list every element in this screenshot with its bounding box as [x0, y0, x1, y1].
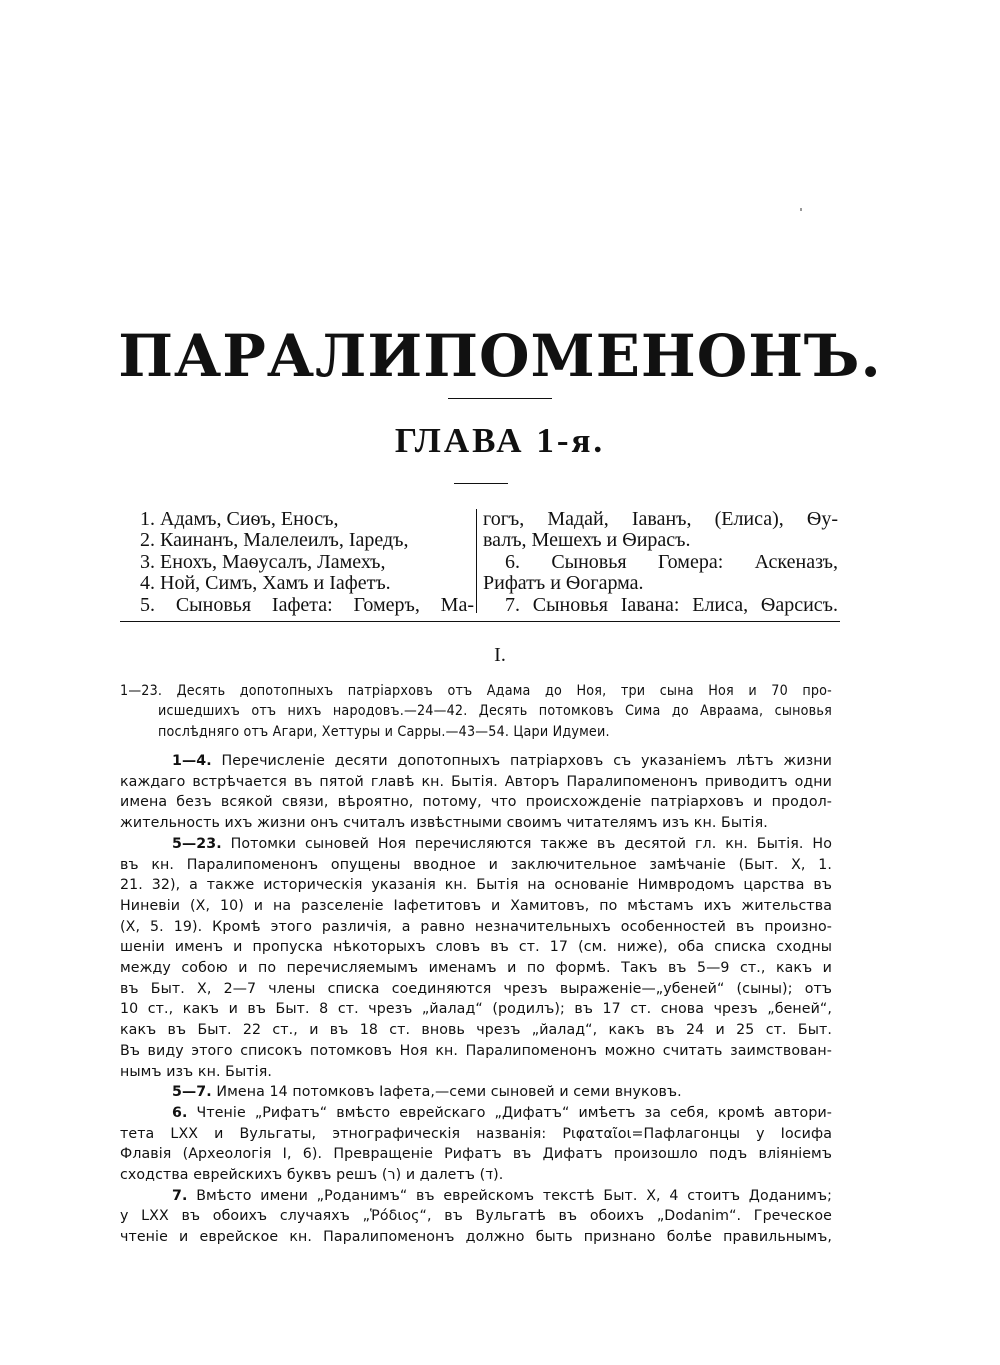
- commentary-line: каждаго встрѣчается въ пятой главѣ кн. Бытія. Авторъ Паралипоменонъ приводитъ одни: [120, 773, 832, 790]
- scan-speck: [800, 208, 802, 211]
- commentary-line: сходства еврейскихъ буквъ решъ (ר) и далетъ (ד).: [120, 1167, 504, 1184]
- commentary-line: чтеніе и еврейское кн. Паралипоменонъ должно быть признано болѣе правильнымъ,: [120, 1229, 832, 1246]
- commentary-line: нымъ изъ кн. Бытія.: [120, 1063, 272, 1080]
- commentary: [120, 751, 832, 1248]
- contents-left-column: [140, 508, 477, 616]
- commentary-line: жительность ихъ жизни онъ считалъ извѣстными своимъ читателямъ изъ кн. Бытія.: [120, 815, 768, 832]
- commentary-line: у LXX въ обоихъ случаяхъ „Ῥόδιος“, въ Вульгатѣ въ обоихъ „Dodanim“. Греческое: [120, 1208, 832, 1225]
- contents-line: 1. Адамъ, Сиѳъ, Еносъ,: [140, 508, 339, 530]
- commentary-line: какъ въ Быт. 22 ст., и въ 18 ст. вновь чрезъ „йалад“, какъ въ 24 и 25 ст. Быт.: [120, 1022, 832, 1039]
- verse-reference: 5—23.: [172, 835, 222, 852]
- contents-line: 3. Енохъ, Маѳусалъ, Ламехъ,: [140, 550, 386, 573]
- verse-reference: 5—7.: [172, 1084, 212, 1101]
- commentary-line: [120, 1186, 832, 1207]
- commentary-line: шеніи именъ и пропуска нѣкоторыхъ словъ въ ст. 17 (см. ниже), оба списка сходны: [120, 939, 832, 956]
- commentary-text: Имена 14 потомковъ Іафета,—семи сыновей и семи внуковъ.: [216, 1084, 682, 1101]
- commentary-line: Флавія (Археологія I, 6). Превращеніе Рифатъ въ Дифатъ произошло подъ вліяніемъ: [120, 1146, 832, 1163]
- commentary-line: Въ виду этого списокъ потомковъ Ноя кн. Паралипоменонъ можно считать заимствован-: [120, 1042, 832, 1059]
- commentary-line: [120, 834, 832, 855]
- commentary-line: (X, 5. 19). Кромѣ этого различія, а равно незначительныхъ особенностей въ произно-: [120, 918, 832, 935]
- commentary-line: [120, 751, 832, 772]
- commentary-text: Перечисленіе десяти допотопныхъ патріарховъ съ указаніемъ лѣтъ жизни: [221, 753, 832, 769]
- contents-line: Рифатъ и Ѳогарма.: [483, 572, 644, 595]
- contents-bottom-rule: [120, 621, 840, 622]
- contents-line: гогъ, Мадай, Іаванъ, (Елиса), Ѳу-: [483, 508, 838, 530]
- commentary-line: [120, 1103, 832, 1124]
- contents-line: 2. Каинанъ, Малелеилъ, Іаредъ,: [140, 529, 409, 552]
- commentary-text: Потомки сыновей Ноя перечисляются также въ десятой гл. кн. Бытія. Но: [230, 835, 832, 852]
- chapter-title: ГЛАВА 1-я.: [394, 421, 606, 460]
- contents-line: 5. Сыновья Іафета: Гомеръ, Ма-: [140, 593, 474, 616]
- contents-line: 7. Сыновья Іавана: Елиса, Ѳарсисъ.: [505, 593, 838, 616]
- section-summary: [120, 681, 832, 742]
- commentary-text: Чтеніе „Рифатъ“ вмѣсто еврейскаго „Дифатъ“ имѣетъ за себя, кромѣ автори-: [196, 1104, 832, 1121]
- commentary-line: имена безъ всякой связи, вѣроятно, потому, что происхожденіе патріарховъ и продол-: [120, 794, 832, 811]
- summary-line: исшедшихъ отъ нихъ народовъ.—24—42. Десять потомковъ Сима до Авраама, сыновья: [158, 703, 832, 720]
- book-title: ПАРАЛИПОМЕНОНЪ.: [118, 322, 882, 390]
- commentary-line: 10 ст., какъ и въ Быт. 8 ст. чрезъ „йалад“ (родилъ); въ 17 ст. снова чрезъ „беней“,: [120, 1001, 832, 1018]
- chapter-divider: [454, 483, 508, 484]
- commentary-line: [120, 1082, 832, 1103]
- contents-line: валъ, Мешехъ и Ѳирасъ.: [483, 529, 691, 552]
- commentary-line: въ кн. Паралипоменонъ опущены вводное и заключительное замѣчаніе (Быт. X, 1.: [120, 856, 832, 873]
- verse-reference: 6.: [172, 1104, 188, 1121]
- commentary-line: 21. 32), а также историческія указанія кн. Бытія на основаніе Нимвродомъ царства въ: [120, 877, 832, 894]
- verse-reference: 7.: [172, 1187, 188, 1204]
- summary-line: послѣдняго отъ Агари, Хеттуры и Сарры.—43—54. Цари Идумеи.: [158, 723, 610, 740]
- commentary-line: Ниневіи (X, 10) и на разселеніе Іафетитовъ и Хамитовъ, по мѣстамъ ихъ жительства: [120, 897, 832, 914]
- section-number: I.: [494, 644, 506, 666]
- summary-line: 1—23. Десять допотопныхъ патріарховъ отъ Адама до Ноя, три сына Ноя и 70 про-: [120, 683, 832, 699]
- title-divider: [448, 398, 552, 399]
- commentary-line: въ Быт. X, 2—7 члены списка соединяются чрезъ выраженіе—„убеней“ (сыны); отъ: [120, 980, 832, 997]
- verse-reference: 1—4.: [172, 753, 212, 769]
- commentary-line: тета LXX и Вульгаты, этнографическія названія: Ριφαταῖοι=Пафлагонцы у Іосифа: [120, 1125, 832, 1142]
- contents-line: 6. Сыновья Гомера: Аскеназъ,: [505, 550, 838, 573]
- commentary-line: между собою и по перечисляемымъ именамъ и по формѣ. Такъ въ 5—9 ст., какъ и: [120, 960, 832, 977]
- commentary-text: Вмѣсто имени „Роданимъ“ въ еврейскомъ текстѣ Быт. X, 4 стоитъ Доданимъ;: [196, 1187, 832, 1204]
- contents-line: 4. Ной, Симъ, Хамъ и Іафетъ.: [140, 572, 391, 595]
- contents-right-column: [483, 509, 838, 616]
